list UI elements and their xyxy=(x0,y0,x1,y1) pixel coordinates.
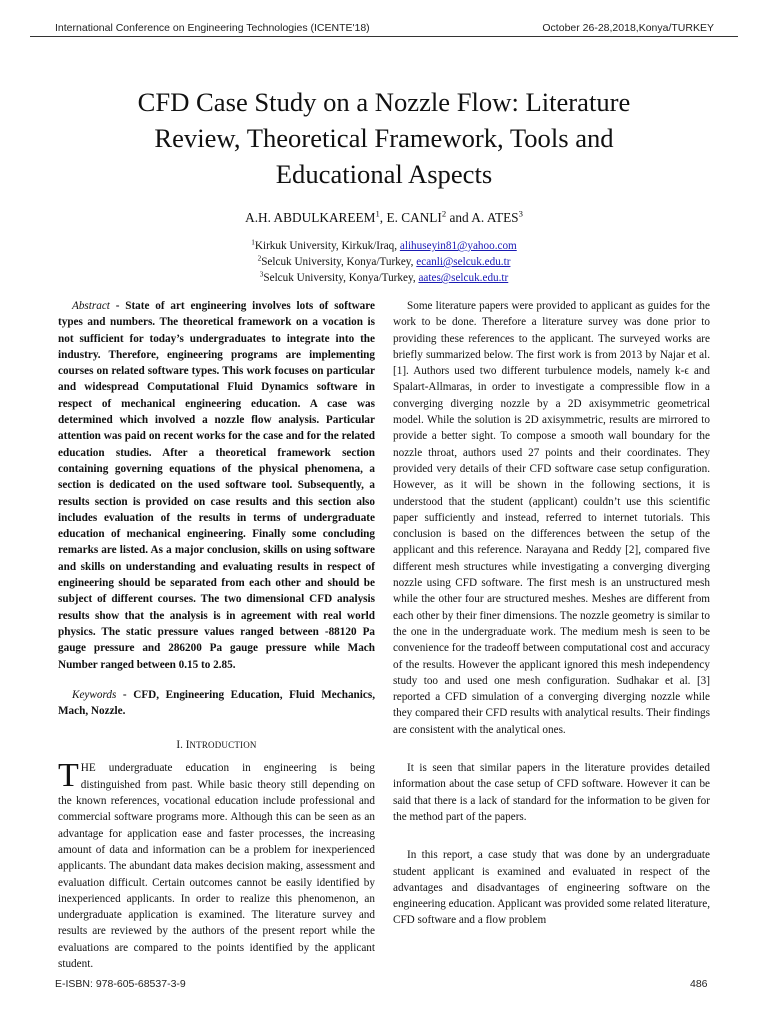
section-heading xyxy=(58,739,375,751)
abstract xyxy=(58,298,375,673)
conference-date-place: October 26-28,2018,Konya/TURKEY xyxy=(542,22,714,34)
affiliation-item xyxy=(60,238,708,254)
author-list xyxy=(60,210,708,226)
affil-mark: 3 xyxy=(259,270,264,279)
email-link[interactable]: alihuseyin81@yahoo.com xyxy=(399,240,517,252)
author-separator: , xyxy=(379,210,387,225)
section-numeral: I. xyxy=(176,739,183,752)
author-name: A. ATES xyxy=(471,210,519,225)
affil-text: Selcuk University, Konya/Turkey, xyxy=(261,256,417,268)
right-column xyxy=(393,298,710,929)
affil-mark: 1 xyxy=(251,238,255,247)
author-name: E. CANLI xyxy=(386,210,442,225)
abstract-text: - State of art engineering involves lots of software types and numbers. The theoretical framework on a vocation is not sufficient for today’s undergraduates to integrate into the industry. Therefore, engineering programs are implementing courses on related software types. This work focuses on particular and widespread Computational Fluid Dynamics software in respect of mechanical engineering education. A case was determined which involved a nozzle flow analysis. Particular attention was paid on recent works for the case and for the related education studies. After a theoretical framework section containing governing equations of the physical phenomena, a section is dedicated on the used software tool. Subsequently, a results section is provided on case results and this section also includes evaluation of the results in terms of undergraduate education of mechanical engineering. Finally some concluding remarks are listed. As a major conclusion, skills on using software and skills on understanding and evaluating results in respect of engineering should be separated from each other and should be subject of different courses. The two dimensional CFD analysis results show that the analysis is in agreement with real world physics. The static pressure values ranged between -88120 Pa gauge pressure and 286200 Pa gauge pressure while Mach Number ranged between 0.15 to 2.85. xyxy=(58,300,375,671)
title-line: Review, Theoretical Framework, Tools and xyxy=(154,123,614,153)
page-number: 486 xyxy=(690,978,708,990)
conference-name: International Conference on Engineering Technologies (ICENTE'18) xyxy=(55,22,370,34)
author-separator: and xyxy=(446,210,472,225)
keywords-label: Keywords xyxy=(72,688,117,701)
title-line: Educational Aspects xyxy=(275,159,493,189)
email-link[interactable]: aates@selcuk.edu.tr xyxy=(418,272,509,284)
keywords xyxy=(58,687,375,720)
affil-text: Selcuk University, Konya/Turkey, xyxy=(263,272,419,284)
intro-text: HE undergraduate education in engineering is being distinguished from past. While basic theory still depending on the known references, vocational education include professional and commercial software programs more. Although this can be seen as an advantage for application ease and faster processes, the increasing amount of data and information can be a problem for inexperienced applicants. The abundant data makes decision making, assessment and evaluation difficult. Certain outcomes cannot be easily identified by inexperienced applicants. In order to realize this phenomenon, an undergraduate application is examined. The literature survey and results are reviewed by the authors of the present report while the evaluations are compared to the points identified by the applicant student. xyxy=(58,762,375,970)
drop-cap: T xyxy=(58,757,79,795)
keywords-text: - CFD, Engineering Education, Fluid Mechanics, Mach, Nozzle. xyxy=(58,688,375,718)
author-affil-mark: 1 xyxy=(375,208,380,219)
body-paragraph: Some literature papers were provided to applicant as guides for the work to be done. Therefore a literature survey was done prior to providing these references to the applicant. The surveyed works are briefly summarized below. The first work is from 2013 by Najar et al. [1]. Authors used two different turbulence models, namely k-ϵ and Spalart-Allmaras, in order to investigate a compressible flow in a converging diverging nozzle by a 2D axisymmetric geometrical model. While the solution is 2D axisymmetric, results are mirrored to provide a better sight. To compose a smooth wall boundary for the nozzle throat, authors used 27 points and their coordinates. They provided very details of their CFD software case setup configuration. However, as it will be shown in the following sections, it is understood that the student (applicant) couldn’t use this scientific paper sufficiently and instead, referred to internet tutorials. This conclusion is based on the differences between the setup of the applicant and this reference. Narayana and Reddy [2], compared five different mesh structures while investigating a converging diverging nozzle using CFD software. The first mesh is an unstructured mesh while the other four are structured meshes. Meshes are different from each other by their finer dimensions. The nozzle geometry is similar to the one in the undergraduate work. The medium mesh is seen to be convenience for the tradeoff between computational cost and accuracy of the results. However the applicant ignored this mesh independency study too and used one mesh configuration. Sudhakar et al. [3] reported a CFD simulation of a converging diverging nozzle while they compared their CFD results with analytical results. Their findings are consistent with the analytical ones. xyxy=(393,300,710,736)
author-affil-mark: 2 xyxy=(441,208,447,219)
affiliation-list xyxy=(60,238,708,286)
paragraph-gap xyxy=(393,738,710,760)
body-paragraph: It is seen that similar papers in the literature provides detailed information about the case setup of CFD software. However it can be said that there is a lack of standard for the information to be given for the method part of the papers. xyxy=(393,762,710,823)
paragraph-gap xyxy=(393,825,710,847)
author-name: A.H. ABDULKAREEM xyxy=(245,210,376,225)
left-column xyxy=(58,298,375,972)
affiliation-item xyxy=(60,270,708,286)
affiliation-item xyxy=(60,254,708,270)
abstract-label: Abstract xyxy=(72,300,110,312)
isbn: E-ISBN: 978-605-68537-3-9 xyxy=(55,978,186,990)
intro-paragraph xyxy=(58,757,375,972)
header-rule xyxy=(30,36,738,37)
affil-text: Kirkuk University, Kirkuk/Iraq, xyxy=(254,240,400,252)
section-title-initial: I xyxy=(185,739,190,752)
body-paragraph: In this report, a case study that was done by an undergraduate student applicant is examined and evaluated in respect of the advantages and disadvantages of engineering software on the engineering education. Applicant was provided some related literature, CFD software and a flow problem xyxy=(393,849,710,927)
email-link[interactable]: ecanli@selcuk.edu.tr xyxy=(416,256,511,268)
section-title-rest: NTRODUCTION xyxy=(189,740,257,751)
title-line: CFD Case Study on a Nozzle Flow: Literature xyxy=(137,87,631,117)
author-affil-mark: 3 xyxy=(518,208,523,219)
affil-mark: 2 xyxy=(257,254,262,263)
paper-title xyxy=(60,84,708,192)
